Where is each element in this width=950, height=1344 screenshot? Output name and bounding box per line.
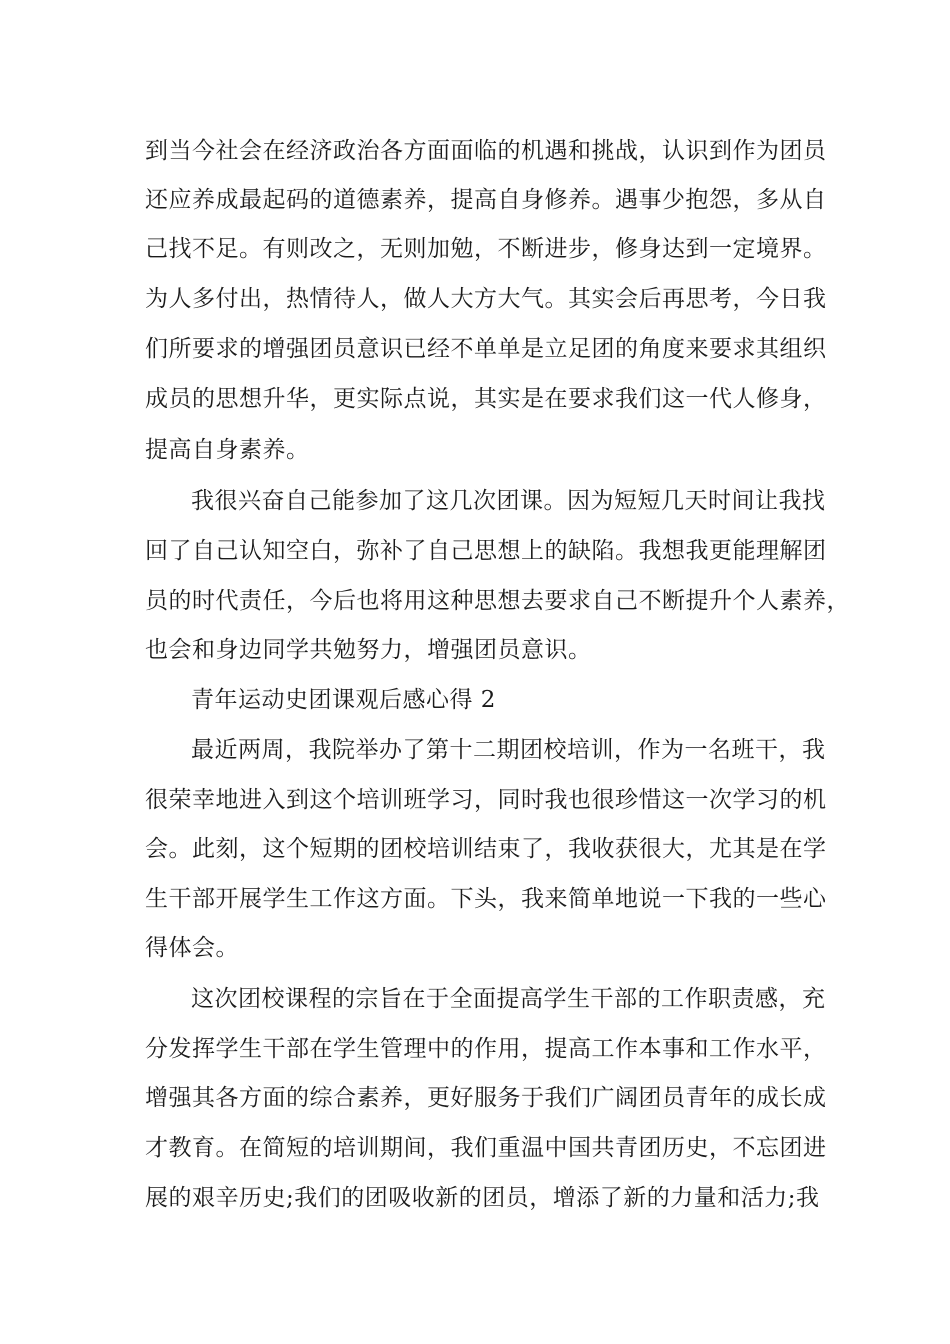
text-line: 也会和身边同学共勉努力，增强团员意识。 [145,637,592,663]
text-line: 己找不足。有则改之，无则加勉，不断进步，修身达到一定境界。 [145,236,827,262]
text-line: 我很兴奋自己能参加了这几次团课。因为短短几天时间让我找 [191,488,826,514]
text-line: 很荣幸地进入到这个培训班学习，同时我也很珍惜这一次学习的机 [145,787,827,813]
text-line: 们所要求的增强团员意识已经不单单是立足团的角度来要求其组织 [145,336,827,362]
text-line: 还应养成最起码的道德素养，提高自身修养。遇事少抱怨，多从自 [145,187,827,213]
text-line: 生干部开展学生工作这方面。下头，我来简单地说一下我的一些心 [145,886,827,912]
text-line: 回了自己认知空白，弥补了自己思想上的缺陷。我想我更能理解团 [145,538,827,564]
text-line: 展的艰辛历史;我们的团吸收新的团员，增添了新的力量和活力;我 [145,1185,820,1211]
text-line: 得体会。 [145,935,239,961]
text-line: 员的时代责任，今后也将用这种思想去要求自己不断提升个人素养， [145,588,850,614]
text-line: 会。此刻，这个短期的团校培训结束了，我收获很大，尤其是在学 [145,836,827,862]
text-line: 分发挥学生干部在学生管理中的作用，提高工作本事和工作水平， [145,1036,827,1062]
text-line: 最近两周，我院举办了第十二期团校培训，作为一名班干，我 [191,737,826,763]
text-line: 提高自身素养。 [145,437,310,463]
text-line: 才教育。在简短的培训期间，我们重温中国共青团历史，不忘团进 [145,1135,827,1161]
section-heading: 青年运动史团课观后感心得 2 [191,687,496,713]
text-line: 这次团校课程的宗旨在于全面提高学生干部的工作职责感，充 [191,986,826,1012]
text-line: 增强其各方面的综合素养，更好服务于我们广阔团员青年的成长成 [145,1085,827,1111]
text-line: 为人多付出，热情待人，做人大方大气。其实会后再思考，今日我 [145,286,827,312]
text-line: 到当今社会在经济政治各方面面临的机遇和挑战，认识到作为团员 [145,138,827,164]
text-line: 成员的思想升华，更实际点说，其实是在要求我们这一代人修身， [145,386,827,412]
